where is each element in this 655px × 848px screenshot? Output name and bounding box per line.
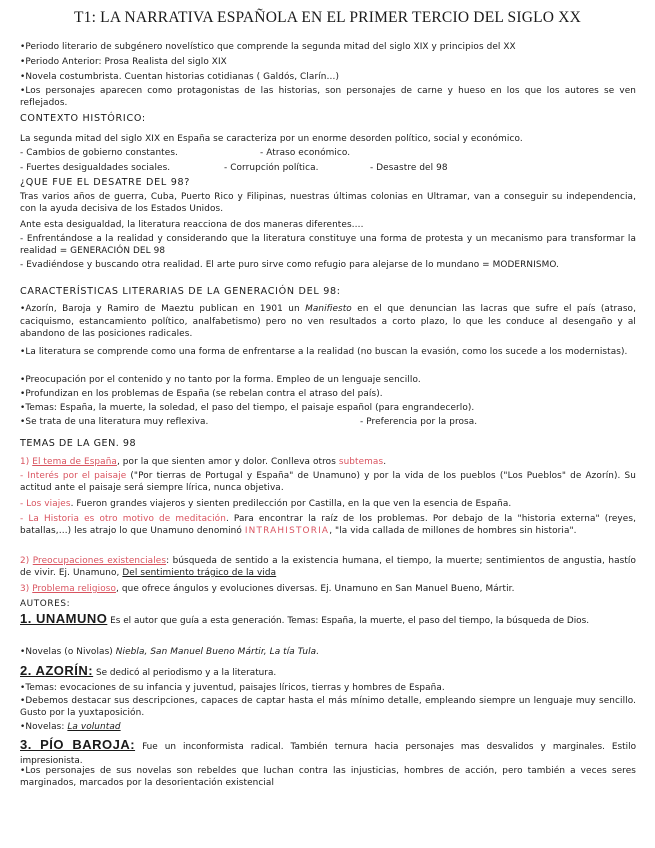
section-heading-temas: TEMAS DE LA GEN. 98 (20, 438, 137, 449)
intro-bullet: •Periodo literario de subgénero novelístico que comprende la segunda mitad del siglo XIX y principios del XX (20, 42, 516, 52)
contexto-item: - Desastre del 98 (370, 163, 448, 173)
caract-paragraph: •Temas: España, la muerte, la soledad, el paso del tiempo, el paisaje español (para engrandecerlo). (20, 403, 475, 413)
desastre-paragraph: Tras varios años de guerra, Cuba, Puerto Rico y Filipinas, nuestras últimas colonias en Ultramar, van a conseguir su independencia, con la ayuda decisiva de los Estados Unidos. (20, 192, 636, 214)
desastre-paragraph: - Enfrentándose a la realidad y considerando que la literatura constituye una forma de protesta y un mecanismo para transformar la realidad = GENERACIÓN DEL 98 (20, 234, 636, 256)
contexto-item: - Corrupción política. (224, 163, 319, 173)
intro-bullet: •Periodo Anterior: Prosa Realista del siglo XIX (20, 57, 227, 67)
section-heading-contexto: CONTEXTO HISTÓRICO: (20, 113, 146, 124)
baroja-paragraph: •Los personajes de sus novelas son rebeldes que luchan contra las injusticias, hombres de acción, pero también a veces seres marginados, marcados por la desorientación existencial (20, 766, 636, 788)
tema-1: 1) El tema de España, por la que sienten amor y dolor. Conlleva otros subtemas. (20, 457, 387, 467)
desastre-paragraph: Ante esta desigualdad, la literatura reacciona de dos maneras diferentes…. (20, 220, 364, 230)
caract-paragraph: •Azorín, Baroja y Ramiro de Maeztu publican en 1901 un Manifiesto en el que denuncian las lacras que sufre el país (atraso, caciquismo, estancamiento político, analfabetismo) pero no ven resultados a corto plazo, lo que les conduce al desengaño y al abandono de las posiciones radicales. (20, 304, 636, 339)
author-name: 3. PÍO BAROJA: (20, 737, 136, 752)
section-heading-caracteristicas: CARACTERÍSTICAS LITERARIAS DE LA GENERACIÓN DEL 98: (20, 286, 341, 297)
contexto-item: - Atraso económico. (260, 148, 351, 158)
azorin-novelas: •Novelas: La voluntad (20, 722, 121, 732)
author-azorin: 2. AZORÍN: Se dedicó al periodismo y a la literatura. (20, 663, 277, 678)
contexto-item: - Fuertes desigualdades sociales. (20, 163, 171, 173)
azorin-paragraph: •Debemos destacar sus descripciones, capaces de captar hasta el más mínimo detalle, empleando siempre un lenguaje muy sencillo. Gusto por la yuxtaposición. (20, 696, 636, 718)
caract-item: - Preferencia por la prosa. (360, 417, 478, 427)
tema-1-viajes: - Los viajes. Fueron grandes viajeros y sienten predilección por Castilla, en la que ven la esencia de España. (20, 499, 512, 509)
tema-3: 3) Problema religioso, que ofrece ángulos y evoluciones diversas. Ej. Unamuno en San Manuel Bueno, Mártir. (20, 584, 515, 594)
unamuno-novelas: •Novelas (o Nivolas) Niebla, San Manuel Bueno Mártir, La tía Tula. (20, 647, 320, 657)
author-baroja: 3. PÍO BAROJA: Fue un inconformista radical. También ternura hacia personajes mas desvalidos y marginales. Estilo impresionista. (20, 737, 637, 766)
caract-item: •Se trata de una literatura muy reflexiva. (20, 417, 209, 427)
caract-paragraph: •La literatura se comprende como una forma de enfrentarse a la realidad (no buscan la evasión, como los sucede a los modernistas). (20, 347, 628, 357)
caract-paragraph: •Profundizan en los problemas de España (se rebelan contra el atraso del país). (20, 389, 383, 399)
tema-1-paisaje: - Interés por el paisaje ("Por tierras de Portugal y España" de Unamuno) y por la vida de los pueblos ("Los Pueblos" de Azorín). Su actitud ante el paisaje será siempre lírica, nunca objetiva. (20, 471, 636, 493)
autores-heading: AUTORES: (20, 599, 71, 609)
tema-1-historia: - La Historia es otro motivo de meditación. Para encontrar la raíz de los problemas. Por debajo de la "historia externa" (reyes, batallas,…) les atrajo lo que Unamuno denominó INTRAHISTORIA, "la vida callada de millones de hombres sin historia". (20, 514, 636, 536)
tema-2: 2) Preocupaciones existenciales: búsqueda de sentido a la existencia humana, el tiempo, la muerte; sentimientos de angustia, hastío de vivir. Ej. Unamuno, Del sentimiento trágico de la vida (20, 556, 637, 578)
contexto-item: - Cambios de gobierno constantes. (20, 148, 178, 158)
intro-bullet: •Los personajes aparecen como protagonistas de las historias, son personajes de carne y hueso en los que los autores se ven reflejados. (20, 86, 636, 108)
azorin-paragraph: •Temas: evocaciones de su infancia y juventud, paisajes líricos, tierras y hombres de España. (20, 683, 445, 693)
author-unamuno: 1. UNAMUNO Es el autor que guía a esta generación. Temas: España, la muerte, el paso del tiempo, la búsqueda de Dios. (20, 611, 590, 626)
author-name: 2. AZORÍN: (20, 663, 94, 678)
contexto-text: La segunda mitad del siglo XIX en España se caracteriza por un enorme desorden político, social y económico. (20, 134, 523, 144)
desastre-paragraph: - Evadiéndose y buscando otra realidad. El arte puro sirve como refugio para alejarse de lo mundano = MODERNISMO. (20, 260, 559, 270)
caract-paragraph: •Preocupación por el contenido y no tanto por la forma. Empleo de un lenguaje sencillo. (20, 375, 421, 385)
page-title: T1: LA NARRATIVA ESPAÑOLA EN EL PRIMER TERCIO DEL SIGLO XX (73, 9, 582, 26)
author-name: 1. UNAMUNO (20, 611, 108, 626)
section-heading-desastre: ¿QUE FUE EL DESATRE DEL 98? (20, 177, 191, 188)
intro-bullet: •Novela costumbrista. Cuentan historias cotidianas ( Galdós, Clarín…) (20, 72, 340, 82)
